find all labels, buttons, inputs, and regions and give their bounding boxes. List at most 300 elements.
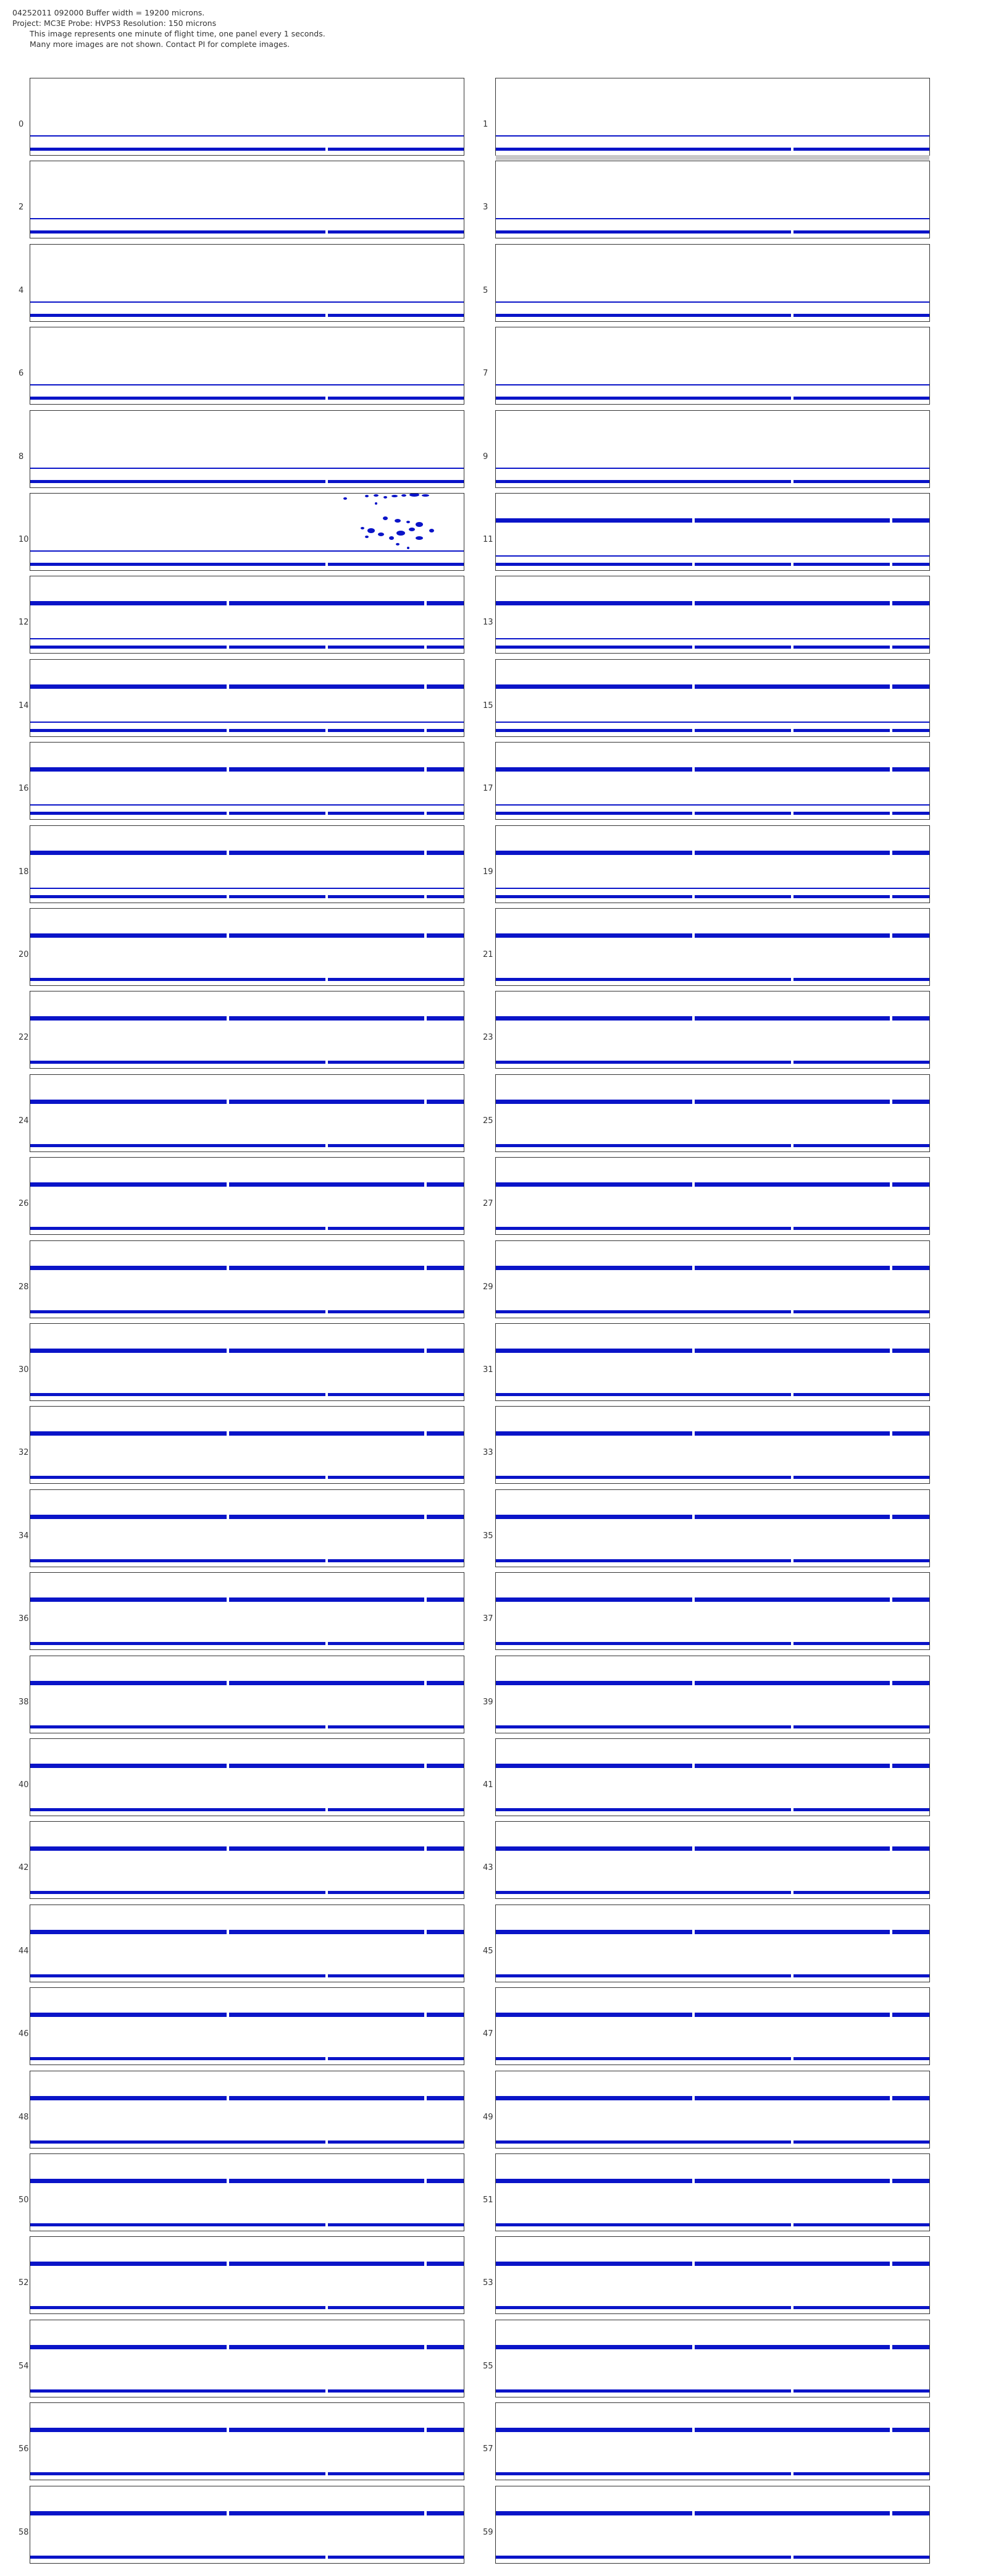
- particle: [383, 496, 387, 499]
- particle-band: [30, 684, 464, 689]
- image-panel: [30, 1572, 464, 1650]
- image-panel: [30, 161, 464, 238]
- buffer-gap: [692, 1349, 695, 1353]
- buffer-gap: [424, 2428, 427, 2432]
- buffer-gap: [791, 644, 793, 649]
- particle-band: [496, 518, 929, 523]
- buffer-gap: [791, 810, 793, 815]
- buffer-gap: [791, 1226, 793, 1231]
- particle-band: [496, 314, 929, 317]
- image-panel: [495, 1821, 930, 1899]
- particle-band: [30, 314, 464, 317]
- buffer-gap: [424, 1846, 427, 1851]
- particle-trace: [496, 888, 929, 889]
- panel-label: 10: [19, 535, 29, 544]
- buffer-gap: [325, 810, 328, 815]
- buffer-gap: [227, 894, 229, 899]
- particle-band: [496, 2511, 929, 2515]
- buffer-gap: [325, 2056, 328, 2061]
- header-line-project-probe: Project: MC3E Probe: HVPS3 Resolution: 150 microns: [12, 19, 217, 28]
- panel-label: 29: [483, 1282, 493, 1292]
- image-panel: [30, 1240, 464, 1318]
- buffer-gap: [890, 1431, 892, 1436]
- buffer-gap: [890, 2345, 892, 2349]
- particle-band: [496, 1266, 929, 1270]
- image-panel: [30, 78, 464, 156]
- particle-band: [496, 895, 929, 898]
- particle-band: [30, 933, 464, 938]
- particle-band: [30, 812, 464, 815]
- image-panel: [30, 1738, 464, 1816]
- buffer-gap: [325, 1973, 328, 1978]
- buffer-gap: [227, 1597, 229, 1602]
- particle: [391, 495, 398, 497]
- particle-band: [496, 1349, 929, 1353]
- image-panel: [30, 2071, 464, 2149]
- image-panel: [495, 1489, 930, 1567]
- buffer-gap: [890, 644, 892, 649]
- buffer-gap: [890, 2096, 892, 2100]
- panel-label: 16: [19, 784, 29, 793]
- buffer-gap: [692, 601, 695, 605]
- header-line-date-buffer: 04252011 092000 Buffer width = 19200 microns.: [12, 8, 205, 17]
- particle: [401, 494, 406, 497]
- particle-trace: [496, 722, 929, 723]
- buffer-gap: [890, 562, 892, 566]
- particle-band: [30, 2140, 464, 2144]
- panel-label: 54: [19, 2362, 29, 2371]
- particle: [395, 519, 401, 523]
- particle-band: [30, 2057, 464, 2060]
- buffer-gap: [227, 684, 229, 689]
- buffer-gap: [890, 1597, 892, 1602]
- particle-band: [30, 2262, 464, 2266]
- buffer-gap: [791, 1973, 793, 1978]
- image-panel: [495, 2153, 930, 2231]
- particle-band: [30, 895, 464, 898]
- buffer-gap: [227, 2511, 229, 2515]
- buffer-gap: [791, 2554, 793, 2559]
- panel-label: 23: [483, 1033, 493, 1042]
- particle-band: [30, 2179, 464, 2183]
- buffer-gap: [325, 1807, 328, 1812]
- buffer-gap: [424, 1100, 427, 1104]
- buffer-gap: [692, 1515, 695, 1519]
- image-panel: [495, 493, 930, 571]
- image-panel: [495, 2236, 930, 2314]
- buffer-gap: [227, 1016, 229, 1021]
- panel-label: 47: [483, 2029, 493, 2039]
- buffer-gap: [424, 933, 427, 938]
- buffer-gap: [227, 851, 229, 855]
- particle: [378, 532, 384, 536]
- particle: [375, 502, 377, 505]
- buffer-gap: [791, 562, 793, 566]
- particle: [396, 531, 405, 536]
- particle-trace: [30, 804, 464, 806]
- particle-band: [30, 1310, 464, 1313]
- buffer-gap: [227, 1515, 229, 1519]
- particle: [361, 527, 364, 529]
- panel-label: 26: [19, 1199, 29, 1208]
- buffer-gap: [791, 479, 793, 484]
- image-panel: [495, 991, 930, 1069]
- particle-band: [30, 1597, 464, 1602]
- panel-label: 59: [483, 2528, 493, 2537]
- particle-band: [496, 1393, 929, 1396]
- particle: [365, 536, 369, 538]
- buffer-gap: [325, 2139, 328, 2144]
- particle: [409, 528, 415, 531]
- particle-trace: [496, 555, 929, 557]
- buffer-gap: [325, 1475, 328, 1480]
- panel-label: 42: [19, 1863, 29, 1872]
- particle-band: [30, 1515, 464, 1519]
- particle-band: [496, 480, 929, 483]
- panel-label: 49: [483, 2113, 493, 2122]
- particle-trace: [496, 638, 929, 639]
- buffer-gap: [325, 1226, 328, 1231]
- particle: [389, 536, 394, 540]
- image-panel: [495, 1406, 930, 1484]
- image-panel: [495, 1987, 930, 2065]
- image-panel: [30, 2153, 464, 2231]
- buffer-gap: [424, 684, 427, 689]
- panel-label: 37: [483, 1614, 493, 1623]
- particle-band: [30, 1681, 464, 1685]
- particle-band: [30, 1974, 464, 1977]
- particle: [365, 495, 369, 497]
- buffer-gap: [890, 851, 892, 855]
- particle-band: [30, 978, 464, 981]
- buffer-gap: [325, 1558, 328, 1563]
- image-panel: [30, 2236, 464, 2314]
- particle-band: [30, 2389, 464, 2393]
- particle-band: [30, 2472, 464, 2475]
- particle: [407, 547, 409, 549]
- buffer-gap: [227, 2013, 229, 2017]
- buffer-gap: [424, 2096, 427, 2100]
- particle-band: [30, 1725, 464, 1728]
- particle-band: [496, 148, 929, 151]
- buffer-gap: [227, 2428, 229, 2432]
- buffer-gap: [692, 2013, 695, 2017]
- buffer-gap: [227, 933, 229, 938]
- buffer-gap: [325, 728, 328, 733]
- buffer-gap: [692, 1597, 695, 1602]
- particle-cluster: [30, 494, 465, 571]
- particle-trace: [30, 638, 464, 639]
- particle-band: [496, 1597, 929, 1602]
- buffer-gap: [890, 684, 892, 689]
- buffer-gap: [325, 1392, 328, 1397]
- buffer-gap: [325, 229, 328, 234]
- buffer-gap: [424, 1016, 427, 1021]
- image-panel: [495, 742, 930, 820]
- particle-band: [496, 2262, 929, 2266]
- panel-label: 5: [483, 286, 488, 295]
- buffer-gap: [791, 1890, 793, 1895]
- particle: [406, 521, 410, 523]
- particle-band: [496, 1227, 929, 1230]
- image-panel: [495, 1240, 930, 1318]
- image-panel: [495, 161, 930, 238]
- image-panel: [495, 2402, 930, 2480]
- image-panel: [30, 1656, 464, 1733]
- panel-label: 43: [483, 1863, 493, 1872]
- particle-trace: [496, 384, 929, 385]
- buffer-gap: [890, 810, 892, 815]
- buffer-gap: [791, 1641, 793, 1646]
- image-panel: [30, 1074, 464, 1152]
- panel-label: 36: [19, 1614, 29, 1623]
- image-panel: [30, 1157, 464, 1235]
- buffer-gap: [227, 1431, 229, 1436]
- image-panel: [30, 1987, 464, 2065]
- particle-band: [496, 1846, 929, 1851]
- buffer-gap: [791, 1143, 793, 1148]
- panel-label: 39: [483, 1698, 493, 1707]
- buffer-gap: [890, 728, 892, 733]
- particle-band: [30, 1349, 464, 1353]
- buffer-gap: [325, 2554, 328, 2559]
- image-panel: [30, 244, 464, 322]
- particle-band: [30, 1144, 464, 1147]
- buffer-gap: [692, 1016, 695, 1021]
- buffer-gap: [325, 313, 328, 318]
- buffer-gap: [325, 1059, 328, 1064]
- panel-label: 14: [19, 701, 29, 710]
- buffer-gap: [791, 2139, 793, 2144]
- particle-trace: [30, 301, 464, 303]
- particle-band: [496, 1891, 929, 1894]
- image-panel: [30, 410, 464, 488]
- buffer-gap: [424, 2511, 427, 2515]
- buffer-gap: [424, 1930, 427, 1934]
- buffer-gap: [692, 2511, 695, 2515]
- buffer-gap: [692, 1100, 695, 1104]
- particle-band: [30, 1476, 464, 1479]
- image-panel: [495, 825, 930, 903]
- header-line-description: This image represents one minute of flight time, one panel every 1 seconds.: [30, 29, 325, 38]
- particle-band: [496, 1642, 929, 1645]
- panel-label: 11: [483, 535, 493, 544]
- buffer-gap: [227, 2096, 229, 2100]
- particle-band: [496, 2140, 929, 2144]
- particle-trace: [496, 218, 929, 219]
- panel-label: 52: [19, 2278, 29, 2288]
- particle-band: [496, 1515, 929, 1519]
- panel-label: 13: [483, 618, 493, 627]
- image-panel: [495, 78, 930, 156]
- buffer-gap: [424, 2345, 427, 2349]
- particle-band: [30, 148, 464, 151]
- particle-band: [496, 1061, 929, 1064]
- buffer-gap: [325, 1309, 328, 1314]
- image-panel: [30, 659, 464, 737]
- buffer-gap: [791, 1558, 793, 1563]
- buffer-gap: [791, 1724, 793, 1729]
- particle-band: [496, 1182, 929, 1187]
- panel-label: 34: [19, 1531, 29, 1541]
- image-panel: [495, 576, 930, 654]
- buffer-gap: [692, 767, 695, 772]
- buffer-gap: [692, 851, 695, 855]
- panel-label: 57: [483, 2444, 493, 2454]
- image-panel: [495, 1905, 930, 1982]
- particle-trace: [30, 722, 464, 723]
- particle-band: [496, 812, 929, 815]
- buffer-gap: [325, 894, 328, 899]
- particle-band: [496, 851, 929, 855]
- buffer-gap: [692, 2428, 695, 2432]
- panel-label: 41: [483, 1780, 493, 1790]
- particle-trace: [30, 888, 464, 889]
- buffer-gap: [227, 767, 229, 772]
- buffer-gap: [791, 313, 793, 318]
- particle-band: [30, 1061, 464, 1064]
- buffer-gap: [325, 2222, 328, 2227]
- buffer-gap: [424, 851, 427, 855]
- panel-label: 6: [19, 369, 24, 378]
- particle-trace: [496, 468, 929, 469]
- particle-band: [30, 1642, 464, 1645]
- buffer-gap: [227, 1100, 229, 1104]
- particle-band: [30, 2511, 464, 2515]
- panel-label: 45: [483, 1947, 493, 1956]
- image-panel: [30, 576, 464, 654]
- particle-band: [496, 2306, 929, 2309]
- particle-band: [30, 2306, 464, 2309]
- buffer-gap: [791, 2388, 793, 2393]
- buffer-gap: [692, 933, 695, 938]
- image-panel: [495, 1323, 930, 1401]
- panel-label: 21: [483, 950, 493, 959]
- image-panel: [30, 742, 464, 820]
- particle-band: [30, 2556, 464, 2559]
- panel-label: 7: [483, 369, 488, 378]
- panel-label: 58: [19, 2528, 29, 2537]
- buffer-gap: [791, 229, 793, 234]
- panel-label: 51: [483, 2195, 493, 2205]
- particle-band: [496, 563, 929, 566]
- image-panel: [30, 493, 464, 571]
- buffer-gap: [890, 2013, 892, 2017]
- buffer-gap: [325, 1641, 328, 1646]
- buffer-gap: [227, 1930, 229, 1934]
- buffer-gap: [424, 728, 427, 733]
- particle-band: [30, 2345, 464, 2349]
- panel-label: 28: [19, 1282, 29, 1292]
- buffer-gap: [791, 2305, 793, 2310]
- image-panel: [30, 825, 464, 903]
- image-header: [12, 7, 325, 49]
- image-panel: [30, 991, 464, 1069]
- buffer-gap: [791, 728, 793, 733]
- buffer-gap: [692, 518, 695, 523]
- buffer-gap: [890, 2179, 892, 2183]
- panel-label: 25: [483, 1116, 493, 1126]
- panel-label: 20: [19, 950, 29, 959]
- panel-label: 18: [19, 867, 29, 877]
- particle-trace: [496, 301, 929, 303]
- image-panel: [495, 2071, 930, 2149]
- buffer-gap: [424, 2179, 427, 2183]
- buffer-gap: [692, 894, 695, 899]
- particle: [396, 543, 400, 545]
- buffer-gap: [424, 810, 427, 815]
- buffer-gap: [692, 684, 695, 689]
- particle-band: [496, 1431, 929, 1436]
- particle: [367, 528, 375, 533]
- particle-band: [496, 230, 929, 234]
- panel-label: 40: [19, 1780, 29, 1790]
- buffer-gap: [424, 2013, 427, 2017]
- particle-band: [496, 1974, 929, 1977]
- panel-label: 56: [19, 2444, 29, 2454]
- particle-band: [30, 2096, 464, 2100]
- buffer-gap: [227, 1764, 229, 1768]
- particle-band: [30, 1431, 464, 1436]
- buffer-gap: [692, 728, 695, 733]
- particle-band: [496, 601, 929, 605]
- particle-band: [496, 1559, 929, 1562]
- buffer-gap: [692, 562, 695, 566]
- buffer-gap: [227, 601, 229, 605]
- panel-label: 32: [19, 1448, 29, 1457]
- buffer-gap: [227, 2179, 229, 2183]
- particle-band: [496, 1310, 929, 1313]
- buffer-gap: [227, 644, 229, 649]
- particle: [416, 522, 423, 527]
- buffer-gap: [227, 810, 229, 815]
- buffer-gap: [424, 601, 427, 605]
- panel-label: 8: [19, 452, 24, 461]
- particle-band: [496, 2179, 929, 2183]
- particle-band: [496, 1764, 929, 1768]
- image-panel: [30, 2320, 464, 2397]
- buffer-gap: [890, 1266, 892, 1270]
- buffer-gap: [692, 2179, 695, 2183]
- buffer-gap: [325, 977, 328, 982]
- buffer-gap: [424, 767, 427, 772]
- image-panel: [495, 2320, 930, 2397]
- panel-label: 22: [19, 1033, 29, 1042]
- image-panel: [30, 1489, 464, 1567]
- image-panel: [30, 1323, 464, 1401]
- buffer-gap: [325, 644, 328, 649]
- buffer-gap: [791, 146, 793, 151]
- particle-trace: [496, 804, 929, 806]
- particle-band: [30, 851, 464, 855]
- buffer-gap: [791, 395, 793, 400]
- image-panel: [30, 908, 464, 986]
- particle-band: [30, 729, 464, 732]
- buffer-gap: [791, 1807, 793, 1812]
- buffer-gap: [424, 894, 427, 899]
- image-panel: [30, 1406, 464, 1484]
- buffer-gap: [890, 518, 892, 523]
- image-panel: [30, 2402, 464, 2480]
- particle-band: [496, 1725, 929, 1728]
- image-panel: [495, 1572, 930, 1650]
- buffer-gap: [325, 395, 328, 400]
- panel-label: 4: [19, 286, 24, 295]
- particle: [343, 497, 347, 500]
- buffer-gap: [325, 146, 328, 151]
- particle: [422, 494, 429, 497]
- panel-label: 33: [483, 1448, 493, 1457]
